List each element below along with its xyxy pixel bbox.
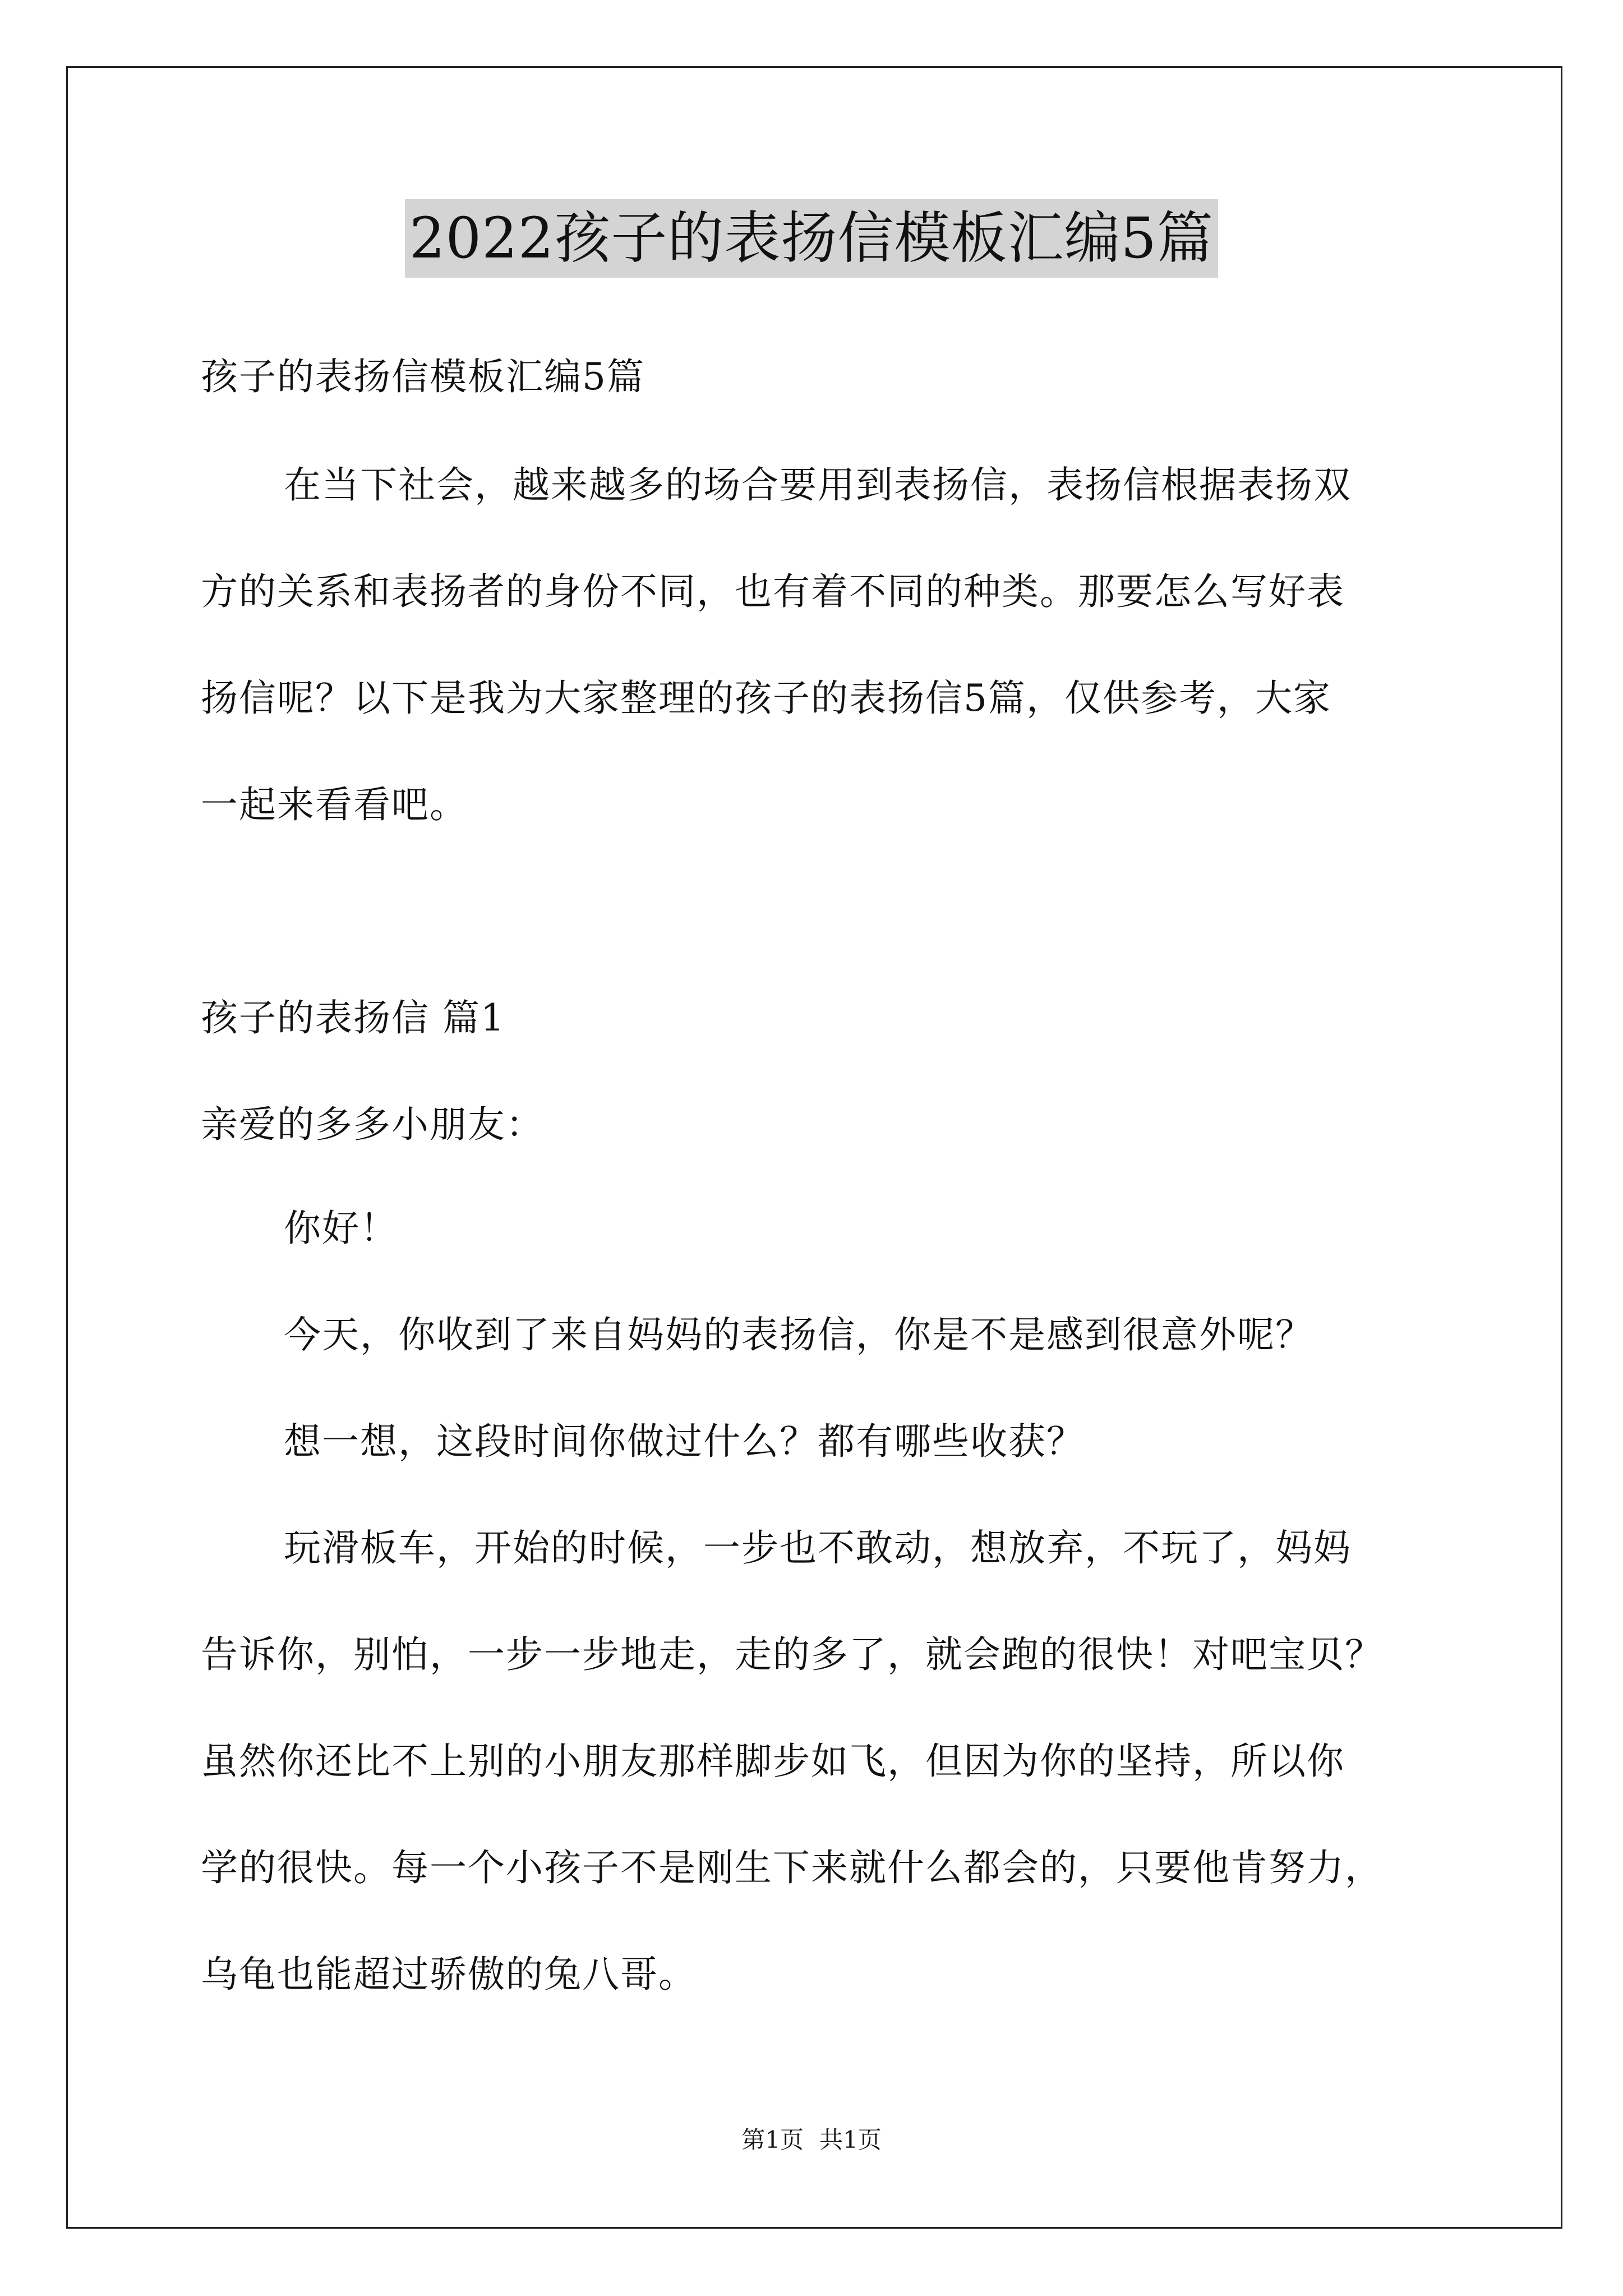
paragraph-3-line-2: 告诉你，别怕，一步一步地走，走的多了，就会跑的很快！对吧宝贝？ xyxy=(201,1633,1383,1676)
paragraph-3-line-4: 学的很快。每一个小孩子不是刚生下来就什么都会的，只要他肯努力， xyxy=(201,1846,1383,1889)
salutation: 亲爱的多多小朋友： xyxy=(201,1103,544,1146)
paragraph-3-line-1: 玩滑板车，开始的时候，一步也不敢动，想放弃，不玩了，妈妈 xyxy=(284,1526,1352,1570)
paragraph-3-line-3: 虽然你还比不上别的小朋友那样脚步如飞，但因为你的坚持，所以你 xyxy=(201,1740,1345,1783)
page-number: 第1页 xyxy=(741,2126,804,2154)
intro-line-4: 一起来看看吧。 xyxy=(201,783,468,826)
page-total: 共1页 xyxy=(819,2126,882,2154)
page-footer xyxy=(0,2123,1623,2157)
document-title: 2022孩子的表扬信模板汇编5篇 xyxy=(405,199,1218,278)
section-heading: 孩子的表扬信 篇1 xyxy=(201,996,505,1039)
intro-line-3: 扬信呢？以下是我为大家整理的孩子的表扬信5篇，仅供参考，大家 xyxy=(201,677,1331,720)
title-container xyxy=(0,199,1623,278)
greeting: 你好！ xyxy=(284,1207,398,1250)
intro-line-2: 方的关系和表扬者的身份不同，也有着不同的种类。那要怎么写好表 xyxy=(201,570,1345,613)
document-subtitle: 孩子的表扬信模板汇编5篇 xyxy=(201,355,645,398)
paragraph-3-line-5: 乌龟也能超过骄傲的兔八哥。 xyxy=(201,1953,697,1996)
paragraph-2: 想一想，这段时间你做过什么？都有哪些收获？ xyxy=(284,1420,1085,1463)
intro-line-1: 在当下社会，越来越多的场合要用到表扬信，表扬信根据表扬双 xyxy=(284,463,1352,507)
paragraph-1: 今天，你收到了来自妈妈的表扬信，你是不是感到很意外呢？ xyxy=(284,1313,1313,1356)
